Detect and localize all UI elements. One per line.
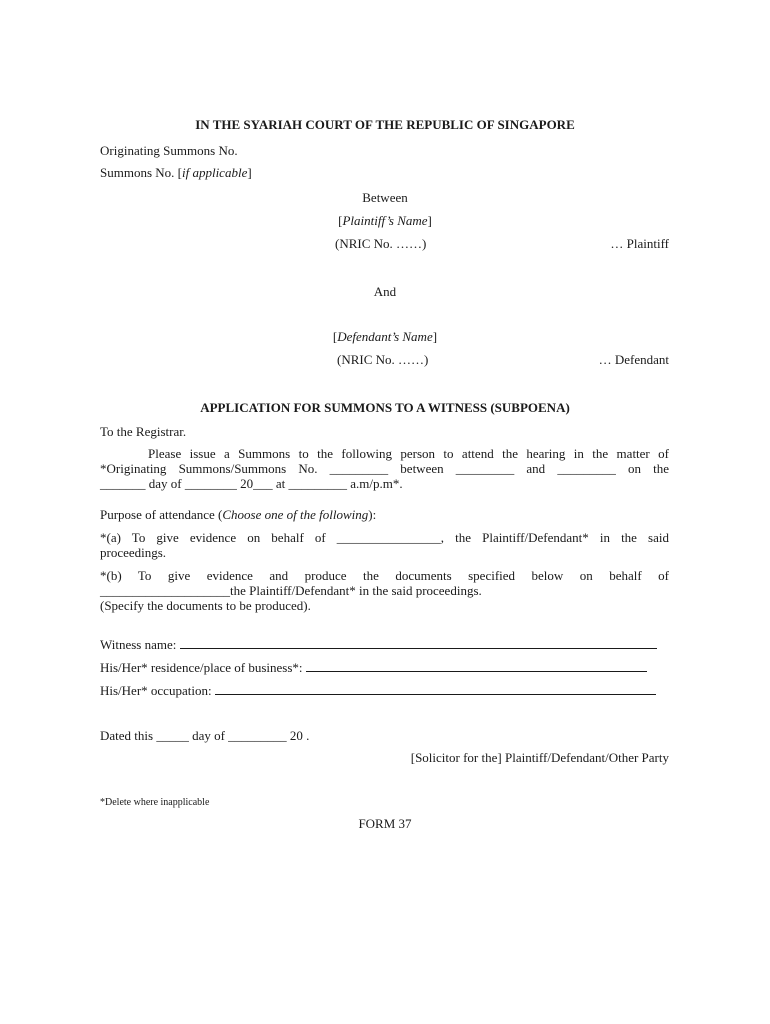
summons-no-italic: if applicable — [181, 165, 248, 180]
option-b-line-3: (Specify the documents to be produced). — [100, 598, 311, 613]
summons-no-line — [100, 165, 252, 181]
between-label: Between — [362, 190, 408, 205]
plaintiff-name-text: Plaintiff’s Name — [342, 213, 428, 228]
defendant-name: [Defendant’s Name] — [332, 329, 438, 344]
option-a-line-2: proceedings. — [100, 545, 167, 560]
footnote: *Delete where inapplicable — [100, 797, 210, 808]
purpose-line — [100, 507, 376, 523]
dated-line: Dated this _____ day of _________ 20 . — [100, 728, 310, 743]
occupation-label: His/Her* occupation: — [100, 683, 212, 698]
defendant-name-text: Defendant’s Name — [337, 329, 433, 344]
witness-name-blank — [180, 636, 657, 649]
purpose-suffix: ): — [368, 507, 377, 522]
summons-no-suffix: ] — [247, 165, 252, 180]
form-number: FORM 37 — [358, 816, 412, 831]
plaintiff-name: [Plaintiff’s Name] — [338, 213, 432, 228]
signatory: [Solicitor for the] Plaintiff/Defendant/Other Party — [410, 750, 669, 765]
residence-label: His/Her* residence/place of business*: — [100, 660, 303, 675]
defendant-role: … Defendant — [598, 352, 669, 367]
summons-no-prefix: Summons No. [ — [100, 165, 182, 180]
witness-name-row — [100, 636, 657, 653]
request-line-1: Please issue a Summons to the following person to attend the hearing in the matter of — [148, 446, 669, 461]
option-b-line-1: *(b) To give evidence and produce the documents specified below on behalf of — [100, 568, 669, 583]
purpose-prefix: Purpose of attendance ( — [100, 507, 223, 522]
and-label: And — [373, 284, 397, 299]
occupation-row — [100, 682, 656, 699]
request-paragraph — [100, 446, 669, 491]
request-line-2: *Originating Summons/Summons No. _________ between _________ and _________ on the — [100, 461, 669, 476]
defendant-nric: (NRIC No. ……) — [337, 352, 429, 367]
witness-name-label: Witness name: — [100, 637, 177, 652]
occupation-blank — [215, 682, 656, 695]
option-a — [100, 530, 669, 560]
option-a-line-1: *(a) To give evidence on behalf of ________________, the Plaintiff/Defendant* in the said — [100, 530, 669, 545]
purpose-italic: Choose one of the following — [222, 507, 369, 522]
plaintiff-role: … Plaintiff — [610, 236, 669, 251]
residence-row — [100, 659, 647, 676]
residence-blank — [306, 659, 647, 672]
option-b — [100, 568, 669, 613]
originating-summons-label: Originating Summons No. — [100, 143, 238, 158]
court-title: IN THE SYARIAH COURT OF THE REPUBLIC OF SINGAPORE — [195, 117, 575, 132]
request-line-3: _______ day of ________ 20___ at _________ a.m/p.m*. — [100, 476, 403, 491]
plaintiff-nric: (NRIC No. ……) — [335, 236, 427, 251]
application-title: APPLICATION FOR SUMMONS TO A WITNESS (SUBPOENA) — [200, 400, 570, 415]
to-registrar: To the Registrar. — [100, 424, 187, 439]
option-b-line-2: ____________________the Plaintiff/Defendant* in the said proceedings. — [100, 583, 482, 598]
